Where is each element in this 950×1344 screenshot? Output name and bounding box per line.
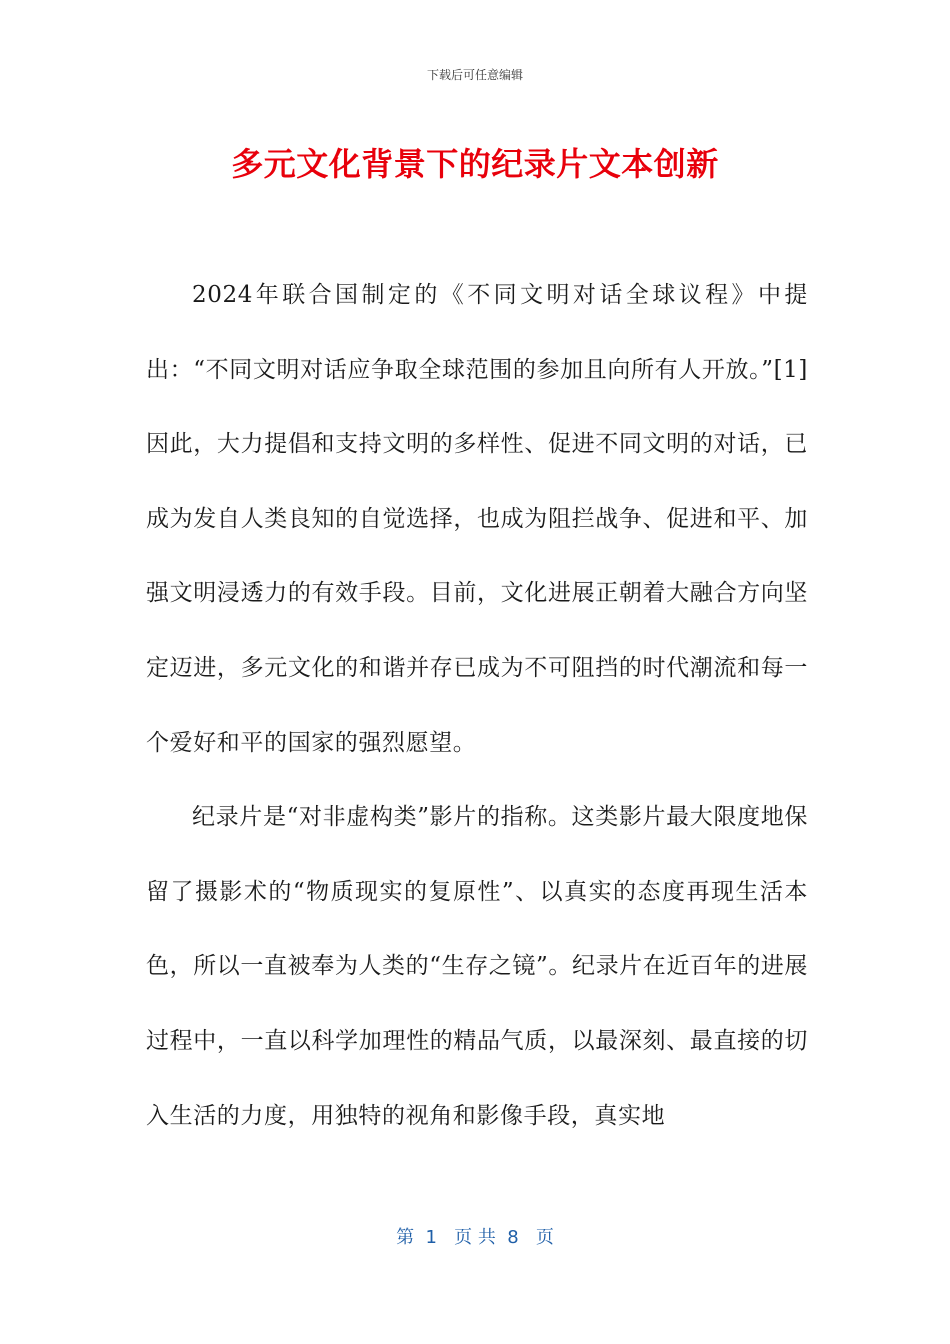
paragraph-1: 2024年联合国制定的《不同文明对话全球议程》中提出：“不同文明对话应争取全球范围的参加且向所有人开放。”[1]因此，大力提倡和支持文明的多样性、促进不同文明的对话，已成为发自人类良知的自觉选择，也成为阻拦战争、促进和平、加强文明浸透力的有效手段。目前，文化进展正朝着大融合方向坚定迈进，多元文化的和谐并存已成为不可阻挡的时代潮流和每一个爱好和平的国家的强烈愿望。: [146, 282, 808, 756]
document-body: [146, 258, 808, 1153]
header-note: 下载后可任意编辑: [426, 68, 523, 82]
page-number-footer: 第 1 页 共 8 页: [396, 1227, 554, 1248]
document-title: 多元文化背景下的纪录片文本创新: [231, 145, 719, 183]
paragraph-2: 纪录片是“对非虚构类”影片的指称。这类影片最大限度地保留了摄影术的“物质现实的复原性”、以真实的态度再现生活本色，所以一直被奉为人类的“生存之镜”。纪录片在近百年的进展过程中，一直以科学加理性的精品气质，以最深刻、最直接的切入生活的力度，用独特的视角和影像手段，真实地: [146, 804, 808, 1129]
